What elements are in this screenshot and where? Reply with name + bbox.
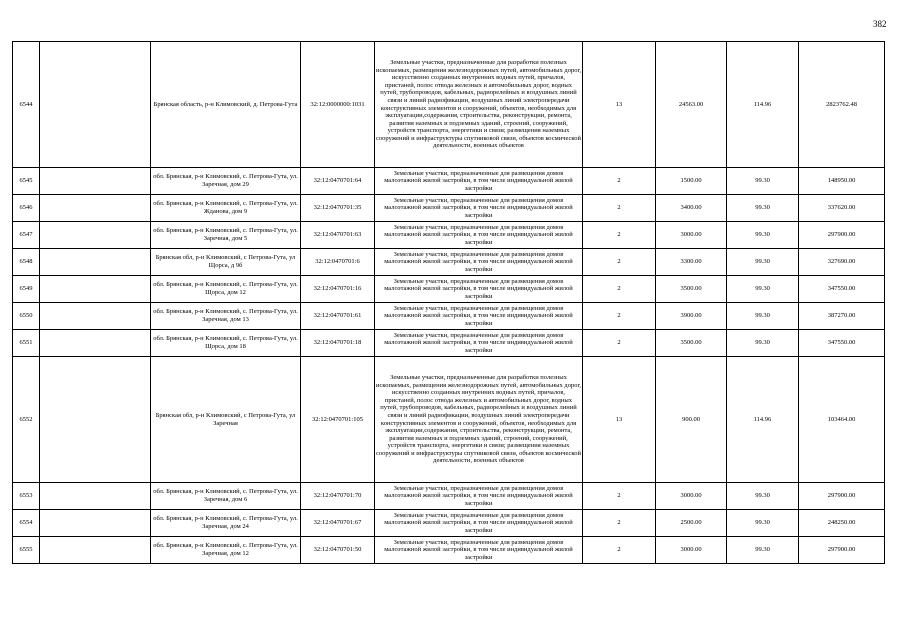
- row-number: 6554: [13, 510, 40, 537]
- address-cell: Брянская обл, р-н Климовский, с Петрова-Гута, ул Щорса, д 9б: [151, 249, 301, 276]
- cadastral-number-cell: 32:12:0470701:6: [301, 249, 375, 276]
- land-use-cell: Земельные участки, предназначенные для размещения домов малоэтажной жилой застройки, в том числе индивидуальной жилой застройки: [375, 510, 583, 537]
- specific-value-cell: 99.30: [727, 330, 799, 357]
- cadastral-value-cell: 347550.00: [799, 330, 885, 357]
- land-use-cell: Земельные участки, предназначенные для размещения домов малоэтажной жилой застройки, в том числе индивидуальной жилой застройки: [375, 303, 583, 330]
- address-cell: обл. Брянская, р-н Климовский, с. Петрова-Гута, ул. Жданова, дом 9: [151, 195, 301, 222]
- row-number: 6552: [13, 357, 40, 483]
- cadastral-value-cell: 248250.00: [799, 510, 885, 537]
- cadastral-value-cell: 347550.00: [799, 276, 885, 303]
- empty-cell: [40, 168, 151, 195]
- use-code-cell: 2: [583, 168, 656, 195]
- specific-value-cell: 99.30: [727, 195, 799, 222]
- area-cell: 3500.00: [656, 330, 727, 357]
- row-number: 6546: [13, 195, 40, 222]
- use-code-cell: 13: [583, 42, 656, 168]
- specific-value-cell: 99.30: [727, 303, 799, 330]
- land-use-cell: Земельные участки, предназначенные для размещения домов малоэтажной жилой застройки, в том числе индивидуальной жилой застройки: [375, 249, 583, 276]
- cadastral-value-cell: 148950.00: [799, 168, 885, 195]
- specific-value-cell: 99.30: [727, 537, 799, 564]
- use-code-cell: 2: [583, 276, 656, 303]
- use-code-cell: 2: [583, 303, 656, 330]
- cadastral-number-cell: 32:12:0470701:50: [301, 537, 375, 564]
- address-cell: обл. Брянская, р-н Климовский, с. Петрова-Гута, ул. Заречная, дом 24: [151, 510, 301, 537]
- specific-value-cell: 114.96: [727, 42, 799, 168]
- cadastral-number-cell: 32:12:0470701:16: [301, 276, 375, 303]
- cadastral-value-cell: 103464.00: [799, 357, 885, 483]
- empty-cell: [40, 42, 151, 168]
- empty-cell: [40, 537, 151, 564]
- address-cell: обл. Брянская, р-н Климовский, с. Петрова-Гута, ул. Заречная, дом 6: [151, 483, 301, 510]
- cadastral-number-cell: 32:12:0470701:63: [301, 222, 375, 249]
- use-code-cell: 2: [583, 483, 656, 510]
- specific-value-cell: 114.96: [727, 357, 799, 483]
- empty-cell: [40, 510, 151, 537]
- specific-value-cell: 99.30: [727, 276, 799, 303]
- address-cell: Брянская область, р-н Климовский, д. Петрова-Гута: [151, 42, 301, 168]
- area-cell: 3400.00: [656, 195, 727, 222]
- cadastral-number-cell: 32:12:0000000:1031: [301, 42, 375, 168]
- row-number: 6549: [13, 276, 40, 303]
- cadastral-number-cell: 32:12:0470701:35: [301, 195, 375, 222]
- cadastral-value-cell: 327690.00: [799, 249, 885, 276]
- address-cell: обл. Брянская, р-н Климовский, с. Петрова-Гута, ул. Заречная, дом 13: [151, 303, 301, 330]
- page-number: 382: [873, 19, 887, 29]
- area-cell: 3000.00: [656, 483, 727, 510]
- specific-value-cell: 99.30: [727, 249, 799, 276]
- table-row: [13, 222, 885, 249]
- empty-cell: [40, 303, 151, 330]
- empty-cell: [40, 483, 151, 510]
- specific-value-cell: 99.30: [727, 168, 799, 195]
- area-cell: 24563.00: [656, 42, 727, 168]
- land-use-cell: Земельные участки, предназначенные для размещения домов малоэтажной жилой застройки, в том числе индивидуальной жилой застройки: [375, 195, 583, 222]
- cadastral-value-cell: 2823762.48: [799, 42, 885, 168]
- cadastral-number-cell: 32:12:0470701:105: [301, 357, 375, 483]
- use-code-cell: 2: [583, 537, 656, 564]
- specific-value-cell: 99.30: [727, 222, 799, 249]
- area-cell: 3900.00: [656, 303, 727, 330]
- land-use-cell: Земельные участки, предназначенные для размещения домов малоэтажной жилой застройки, в том числе индивидуальной жилой застройки: [375, 330, 583, 357]
- table-body: [13, 42, 885, 564]
- area-cell: 3000.00: [656, 222, 727, 249]
- address-cell: обл. Брянская, р-н Климовский, с. Петрова-Гута, ул. Заречная, дом 5: [151, 222, 301, 249]
- use-code-cell: 2: [583, 195, 656, 222]
- land-use-cell: Земельные участки, предназначенные для разработки полезных ископаемых, размещения железнодорожных путей, автомобильных дорог, искусственно созданных внутренних водных путей, причалов, пристаней, полос отвода железных и автомобильных дорог, водных путей, трубопроводов, кабельных, радиорелейных и воздушных линий связи и линий радиофикации, воздушных линий электропередачи конструктивных элементов и сооружений, объектов, необходимых для эксплуатации,содержания, строительства, реконструкции, ремонта, развития наземных и подземных зданий, строений, сооружений, устройств транспорта, энергетики и связи; размещения наземных сооружений и инфраструктуры спутниковой связи, объектов космической деятельности, военных объектов: [375, 357, 583, 483]
- row-number: 6555: [13, 537, 40, 564]
- land-registry-table: [12, 41, 885, 564]
- table-row: [13, 330, 885, 357]
- address-cell: обл. Брянская, р-н Климовский, с. Петрова-Гута, ул. Заречная, дом 12: [151, 537, 301, 564]
- cadastral-value-cell: 337620.00: [799, 195, 885, 222]
- address-cell: обл. Брянская, р-н Климовский, с. Петрова-Гута, ул. Щорса, дом 12: [151, 276, 301, 303]
- row-number: 6545: [13, 168, 40, 195]
- empty-cell: [40, 357, 151, 483]
- address-cell: Брянская обл, р-н Климовский, с Петрова-Гута, ул Заречная: [151, 357, 301, 483]
- specific-value-cell: 99.30: [727, 510, 799, 537]
- area-cell: 1500.00: [656, 168, 727, 195]
- empty-cell: [40, 195, 151, 222]
- area-cell: 2500.00: [656, 510, 727, 537]
- specific-value-cell: 99.30: [727, 483, 799, 510]
- area-cell: 3300.00: [656, 249, 727, 276]
- empty-cell: [40, 330, 151, 357]
- use-code-cell: 13: [583, 357, 656, 483]
- land-use-cell: Земельные участки, предназначенные для размещения домов малоэтажной жилой застройки, в том числе индивидуальной жилой застройки: [375, 168, 583, 195]
- table-row: [13, 483, 885, 510]
- address-cell: обл. Брянская, р-н Климовский, с. Петрова-Гута, ул. Щорса, дом 18: [151, 330, 301, 357]
- row-number: 6548: [13, 249, 40, 276]
- land-use-cell: Земельные участки, предназначенные для размещения домов малоэтажной жилой застройки, в том числе индивидуальной жилой застройки: [375, 537, 583, 564]
- table-row: [13, 303, 885, 330]
- table-row: [13, 357, 885, 483]
- use-code-cell: 2: [583, 249, 656, 276]
- table-row: [13, 249, 885, 276]
- area-cell: 900.00: [656, 357, 727, 483]
- empty-cell: [40, 222, 151, 249]
- empty-cell: [40, 249, 151, 276]
- use-code-cell: 2: [583, 330, 656, 357]
- row-number: 6547: [13, 222, 40, 249]
- cadastral-number-cell: 32:12:0470701:64: [301, 168, 375, 195]
- area-cell: 3000.00: [656, 537, 727, 564]
- address-cell: обл. Брянская, р-н Климовский, с. Петрова-Гута, ул. Заречная, дом 29: [151, 168, 301, 195]
- row-number: 6551: [13, 330, 40, 357]
- cadastral-number-cell: 32:12:0470701:18: [301, 330, 375, 357]
- table-row: [13, 537, 885, 564]
- table-row: [13, 42, 885, 168]
- land-use-cell: Земельные участки, предназначенные для разработки полезных ископаемых, размещения железнодорожных путей, автомобильных дорог, искусственно созданных внутренних водных путей, причалов, пристаней, полос отвода железных и автомобильных дорог, водных путей, трубопроводов, кабельных, радиорелейных и воздушных линий связи и линий радиофикации, воздушных линий электропередачи конструктивных элементов и сооружений, объектов, необходимых для эксплуатации,содержания, строительства, реконструкции, ремонта, развития наземных и подземных зданий, строений, сооружений, устройств транспорта, энергетики и связи; размещения наземных сооружений и инфраструктуры спутниковой связи, объектов космической деятельности, военных объектов: [375, 42, 583, 168]
- row-number: 6553: [13, 483, 40, 510]
- cadastral-value-cell: 297900.00: [799, 537, 885, 564]
- land-use-cell: Земельные участки, предназначенные для размещения домов малоэтажной жилой застройки, в том числе индивидуальной жилой застройки: [375, 276, 583, 303]
- cadastral-number-cell: 32:12:0470701:61: [301, 303, 375, 330]
- table-row: [13, 510, 885, 537]
- land-use-cell: Земельные участки, предназначенные для размещения домов малоэтажной жилой застройки, в том числе индивидуальной жилой застройки: [375, 222, 583, 249]
- area-cell: 3500.00: [656, 276, 727, 303]
- use-code-cell: 2: [583, 222, 656, 249]
- use-code-cell: 2: [583, 510, 656, 537]
- empty-cell: [40, 276, 151, 303]
- row-number: 6550: [13, 303, 40, 330]
- cadastral-value-cell: 297900.00: [799, 483, 885, 510]
- land-use-cell: Земельные участки, предназначенные для размещения домов малоэтажной жилой застройки, в том числе индивидуальной жилой застройки: [375, 483, 583, 510]
- cadastral-number-cell: 32:12:0470701:67: [301, 510, 375, 537]
- table-row: [13, 276, 885, 303]
- cadastral-value-cell: 297900.00: [799, 222, 885, 249]
- row-number: 6544: [13, 42, 40, 168]
- table-row: [13, 168, 885, 195]
- table-row: [13, 195, 885, 222]
- cadastral-value-cell: 387270.00: [799, 303, 885, 330]
- cadastral-number-cell: 32:12:0470701:70: [301, 483, 375, 510]
